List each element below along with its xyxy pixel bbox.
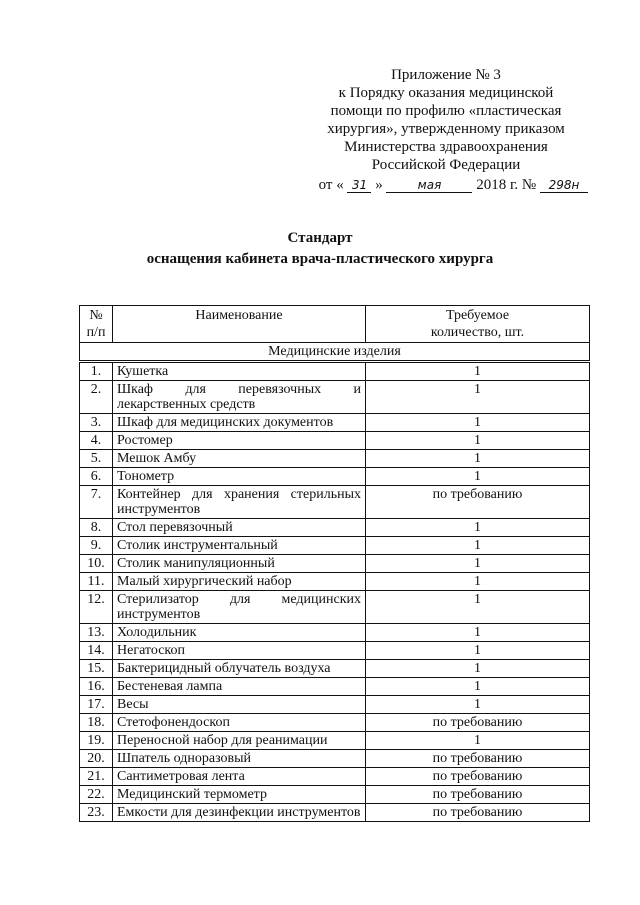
table-row	[80, 678, 590, 696]
row-number: 3.	[80, 414, 113, 432]
row-quantity: по требованию	[366, 768, 590, 786]
appendix-line: к Порядку оказания медицинской	[338, 85, 554, 101]
table-row	[80, 414, 590, 432]
table-row	[80, 768, 590, 786]
row-name: Медицинский термометр	[113, 786, 366, 804]
equipment-table	[79, 305, 590, 822]
table-row	[80, 381, 590, 414]
appendix-line: хирургия», утвержденному приказом	[327, 121, 565, 137]
table-row	[80, 450, 590, 468]
row-name: Кушетка	[113, 362, 366, 381]
row-name: Стол перевязочный	[113, 519, 366, 537]
row-quantity: по требованию	[366, 486, 590, 519]
table-row	[80, 537, 590, 555]
table-row	[80, 362, 590, 381]
order-date-line	[300, 176, 592, 194]
row-number: 13.	[80, 624, 113, 642]
row-quantity: 1	[366, 432, 590, 450]
order-month-handwritten: мая	[386, 178, 472, 193]
document-title	[0, 228, 640, 270]
row-number: 7.	[80, 486, 113, 519]
row-quantity: по требованию	[366, 714, 590, 732]
row-name: Контейнер для хранения стерильных инструментов	[113, 486, 366, 519]
row-quantity: 1	[366, 414, 590, 432]
table-header-row	[80, 306, 590, 343]
row-quantity: 1	[366, 537, 590, 555]
table-row	[80, 555, 590, 573]
row-number: 2.	[80, 381, 113, 414]
row-name: Ростомер	[113, 432, 366, 450]
row-name: Бактерицидный облучатель воздуха	[113, 660, 366, 678]
appendix-line: помощи по профилю «пластическая	[330, 103, 562, 119]
appendix-line: Российской Федерации	[371, 157, 521, 173]
row-number: 21.	[80, 768, 113, 786]
row-quantity: 1	[366, 642, 590, 660]
row-number: 5.	[80, 450, 113, 468]
row-quantity: по требованию	[366, 750, 590, 768]
title-line-2: оснащения кабинета врача-пластического хирурга	[146, 251, 494, 267]
table-row	[80, 786, 590, 804]
row-quantity: 1	[366, 555, 590, 573]
row-name: Сантиметровая лента	[113, 768, 366, 786]
row-number: 1.	[80, 362, 113, 381]
row-name: Малый хирургический набор	[113, 573, 366, 591]
row-name: Столик манипуляционный	[113, 555, 366, 573]
row-name: Весы	[113, 696, 366, 714]
row-quantity: 1	[366, 696, 590, 714]
row-quantity: 1	[366, 362, 590, 381]
order-year: 2018 г. №	[476, 177, 537, 193]
table-row	[80, 642, 590, 660]
row-quantity: 1	[366, 732, 590, 750]
row-number: 18.	[80, 714, 113, 732]
row-number: 23.	[80, 804, 113, 822]
row-name: Стерилизатор для медицинских инструментов	[113, 591, 366, 624]
row-number: 19.	[80, 732, 113, 750]
row-name: Бестеневая лампа	[113, 678, 366, 696]
row-number: 20.	[80, 750, 113, 768]
row-number: 8.	[80, 519, 113, 537]
title-line-1: Стандарт	[287, 230, 353, 246]
table-row	[80, 432, 590, 450]
row-number: 16.	[80, 678, 113, 696]
row-number: 17.	[80, 696, 113, 714]
table-row	[80, 714, 590, 732]
table-row	[80, 573, 590, 591]
table-section-row	[80, 343, 590, 362]
row-name: Переносной набор для реанимации	[113, 732, 366, 750]
row-number: 22.	[80, 786, 113, 804]
row-quantity: 1	[366, 573, 590, 591]
row-number: 11.	[80, 573, 113, 591]
table-row	[80, 696, 590, 714]
order-number-handwritten: 298н	[540, 178, 588, 193]
table-row	[80, 804, 590, 822]
row-quantity: 1	[366, 678, 590, 696]
row-name: Негатоскоп	[113, 642, 366, 660]
row-number: 15.	[80, 660, 113, 678]
table-row	[80, 591, 590, 624]
row-name: Шкаф для медицинских документов	[113, 414, 366, 432]
section-title: Медицинские изделия	[80, 343, 590, 362]
row-name: Шпатель одноразовый	[113, 750, 366, 768]
table-row	[80, 750, 590, 768]
appendix-line: Приложение № 3	[391, 67, 501, 83]
row-quantity: 1	[366, 624, 590, 642]
table-row	[80, 660, 590, 678]
table-row	[80, 732, 590, 750]
row-name: Мешок Амбу	[113, 450, 366, 468]
row-number: 12.	[80, 591, 113, 624]
appendix-line: Министерства здравоохранения	[344, 139, 548, 155]
row-quantity: 1	[366, 660, 590, 678]
row-name: Стетофонендоскоп	[113, 714, 366, 732]
table-row	[80, 624, 590, 642]
row-number: 4.	[80, 432, 113, 450]
row-quantity: 1	[366, 591, 590, 624]
row-quantity: 1	[366, 468, 590, 486]
table-row	[80, 468, 590, 486]
row-quantity: 1	[366, 381, 590, 414]
row-number: 9.	[80, 537, 113, 555]
order-quote-close: »	[375, 177, 383, 193]
row-quantity: 1	[366, 450, 590, 468]
row-number: 14.	[80, 642, 113, 660]
row-quantity: по требованию	[366, 786, 590, 804]
header-qty: Требуемое количество, шт.	[366, 306, 590, 343]
order-day-handwritten: 31	[347, 178, 371, 193]
table-row	[80, 519, 590, 537]
row-name: Столик инструментальный	[113, 537, 366, 555]
row-name: Тонометр	[113, 468, 366, 486]
row-name: Холодильник	[113, 624, 366, 642]
header-name: Наименование	[113, 306, 366, 343]
row-number: 6.	[80, 468, 113, 486]
row-quantity: 1	[366, 519, 590, 537]
appendix-block	[300, 66, 592, 194]
row-name: Шкаф для перевязочных и лекарственных средств	[113, 381, 366, 414]
order-prefix: от «	[318, 177, 344, 193]
row-number: 10.	[80, 555, 113, 573]
row-name: Емкости для дезинфекции инструментов	[113, 804, 366, 822]
row-quantity: по требованию	[366, 804, 590, 822]
table-row	[80, 486, 590, 519]
header-num: № п/п	[80, 306, 113, 343]
